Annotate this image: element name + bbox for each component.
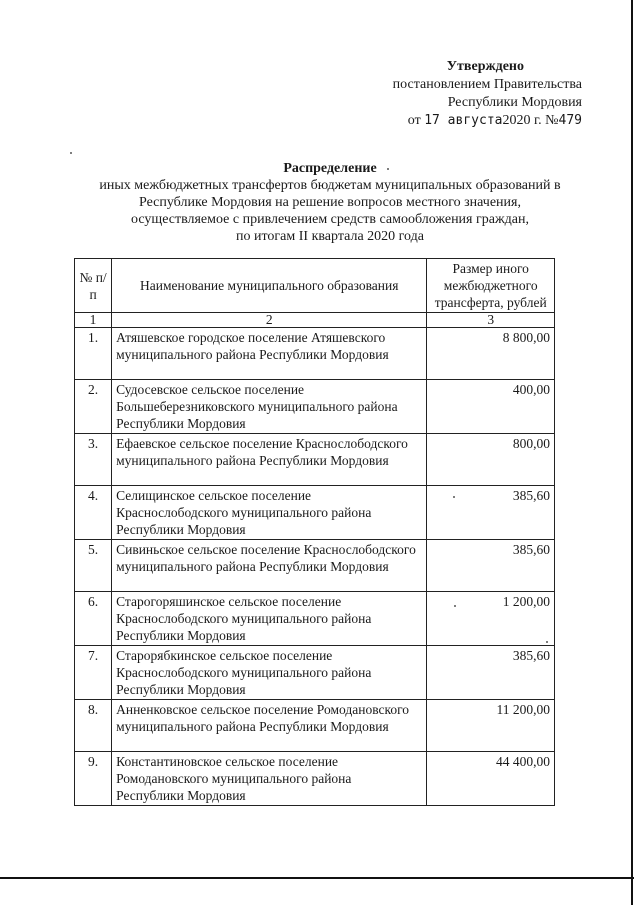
header-num: № п/п	[75, 259, 112, 313]
document-heading: Распределение	[283, 161, 377, 176]
header-name: Наименование муниципального образования	[112, 259, 427, 313]
col-number-1: 1	[75, 313, 112, 328]
table-row	[75, 540, 555, 592]
approval-line-1: постановлением Правительства	[392, 77, 582, 92]
row-amount: 11 200,00	[427, 700, 555, 752]
subtitle-line-1: иных межбюджетных трансфертов бюджетам муниципальных образований в	[99, 178, 561, 193]
table-row	[75, 646, 555, 700]
table-row	[75, 380, 555, 434]
row-amount: 800,00	[427, 434, 555, 486]
scan-speck	[70, 152, 72, 154]
approval-line-2: Республики Мордовия	[447, 95, 582, 110]
row-num: 7.	[75, 646, 112, 700]
subtitle-line-2: Республике Мордовия на решение вопросов местного значения,	[139, 195, 521, 210]
scan-speck	[546, 641, 548, 643]
row-num: 9.	[75, 752, 112, 806]
date-handwritten: 17 августа	[424, 113, 503, 128]
document-title-block	[60, 160, 600, 245]
row-name: Ефаевское сельское поселение Краснослободского муниципального района Республики Мордовия	[112, 434, 427, 486]
scan-speck	[454, 605, 456, 607]
col-number-3: 3	[427, 313, 555, 328]
row-amount: 44 400,00	[427, 752, 555, 806]
row-amount: 385,60	[427, 646, 555, 700]
subtitle-line-3: осуществляемое с привлечением средств самообложения граждан,	[131, 212, 529, 227]
date-suffix: 2020 г. №	[502, 113, 559, 128]
row-num: 1.	[75, 328, 112, 380]
table-row	[75, 592, 555, 646]
row-amount: 385,60	[427, 486, 555, 540]
approval-title: Утверждено	[446, 59, 524, 74]
approval-date-line	[393, 112, 582, 130]
decree-number: 479	[558, 113, 582, 128]
distribution-table	[74, 258, 555, 806]
row-name: Атяшевское городское поселение Атяшевского муниципального района Республики Мордовия	[112, 328, 427, 380]
table-row	[75, 700, 555, 752]
table-row	[75, 486, 555, 540]
row-num: 6.	[75, 592, 112, 646]
row-amount: 385,60	[427, 540, 555, 592]
row-num: 8.	[75, 700, 112, 752]
approval-block	[393, 58, 582, 130]
row-amount: 1 200,00	[427, 592, 555, 646]
date-prefix: от	[407, 113, 421, 128]
row-name: Анненковское сельское поселение Ромодановского муниципального района Республики Мордовия	[112, 700, 427, 752]
scan-speck	[387, 168, 389, 170]
table-header-row	[75, 259, 555, 313]
header-amount: Размер иного межбюджетного трансферта, рублей	[427, 259, 555, 313]
table-row	[75, 434, 555, 486]
row-num: 5.	[75, 540, 112, 592]
row-name: Судосевское сельское поселение Большеберезниковского муниципального района Республики Мордовия	[112, 380, 427, 434]
scan-edge-bottom	[0, 877, 634, 879]
scan-speck	[453, 496, 455, 498]
row-amount: 400,00	[427, 380, 555, 434]
scan-edge-right	[631, 0, 633, 905]
table-row	[75, 328, 555, 380]
row-name: Константиновское сельское поселение Ромодановского муниципального района Республики Мордовия	[112, 752, 427, 806]
row-amount: 8 800,00	[427, 328, 555, 380]
row-num: 2.	[75, 380, 112, 434]
row-name: Старорябкинское сельское поселение Краснослободского муниципального района Республики Мордовия	[112, 646, 427, 700]
col-number-2: 2	[112, 313, 427, 328]
row-name: Старогоряшинское сельское поселение Краснослободского муниципального района Республики Мордовия	[112, 592, 427, 646]
row-name: Селищинское сельское поселение Краснослободского муниципального района Республики Мордовия	[112, 486, 427, 540]
column-number-row	[75, 313, 555, 328]
row-num: 3.	[75, 434, 112, 486]
row-num: 4.	[75, 486, 112, 540]
table-row	[75, 752, 555, 806]
row-name: Сивиньское сельское поселение Краснослободского муниципального района Республики Мордовия	[112, 540, 427, 592]
subtitle-line-4: по итогам II квартала 2020 года	[236, 229, 424, 244]
